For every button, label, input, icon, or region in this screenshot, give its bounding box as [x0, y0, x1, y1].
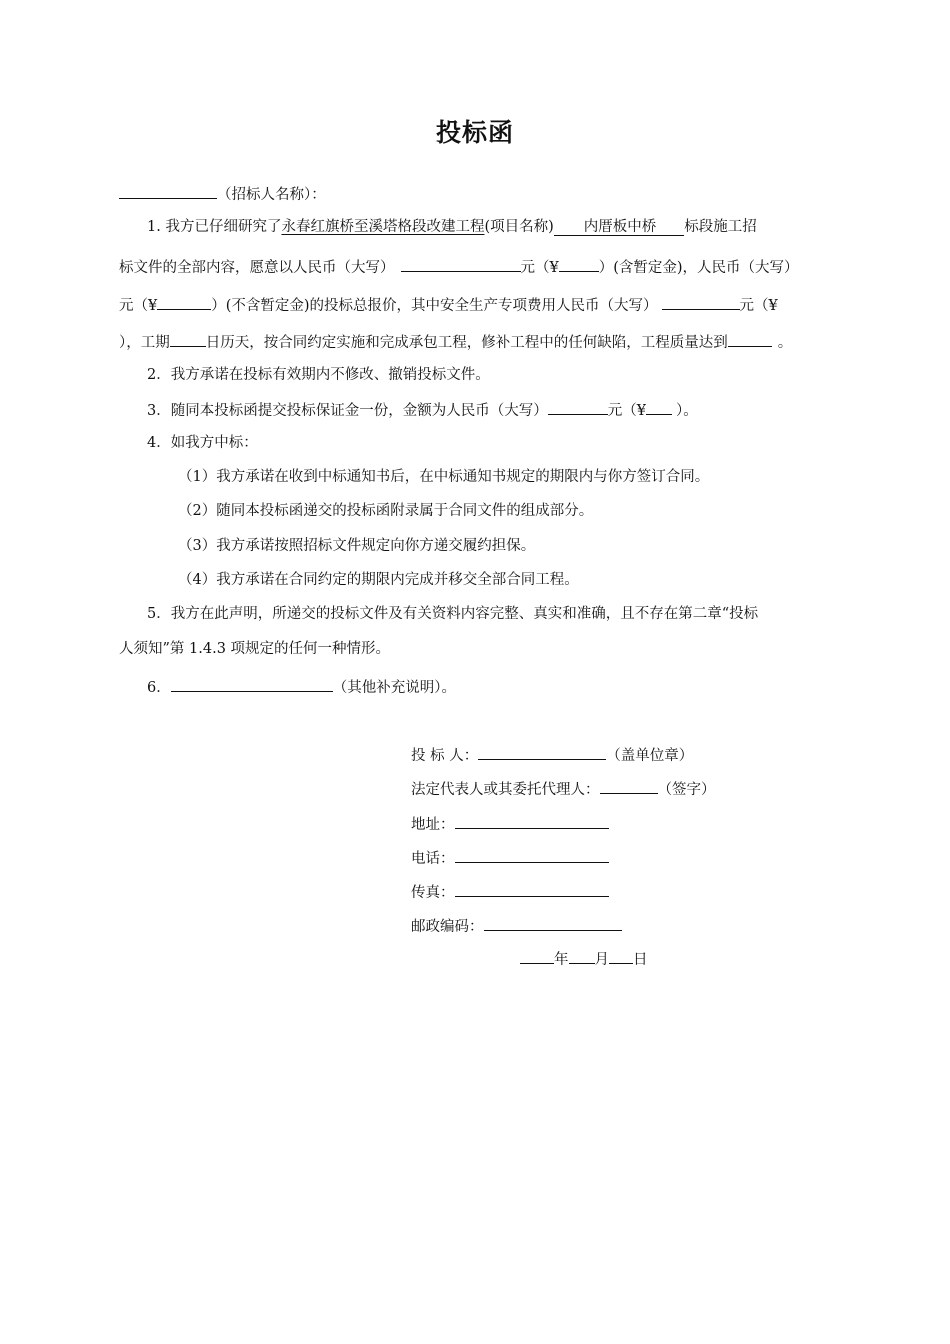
quality-blank[interactable]: [728, 331, 772, 347]
p4-item: （2）随同本投标函递交的投标函附录属于合同文件的组成部分。: [178, 503, 594, 519]
addressee-line: [119, 183, 326, 205]
p1-prefix: 1. 我方已仔细研究了: [147, 219, 282, 235]
p1-line1-end: 标段施工招: [684, 219, 757, 235]
date-line: [520, 948, 648, 970]
p1-line2-yuan: 元（¥: [520, 260, 559, 276]
p1-line4-end: 。: [777, 335, 793, 351]
p3: [147, 399, 698, 421]
bid-bond-words-blank[interactable]: [548, 399, 608, 415]
p5-line1: 5．我方在此声明，所递交的投标文件及有关资料内容完整、真实和准确，且不存在第二章“投标: [147, 606, 759, 622]
p3-yuan: 元（¥: [607, 403, 646, 419]
p4: 4．如我方中标：: [147, 435, 258, 451]
day-blank[interactable]: [609, 948, 633, 964]
total-price-words-blank[interactable]: [401, 256, 521, 272]
bidder-label: 投 标 人：: [411, 748, 479, 764]
fax-line: [411, 881, 609, 903]
bidder-blank[interactable]: [478, 744, 606, 760]
p6: [147, 676, 456, 698]
address-blank[interactable]: [455, 813, 609, 829]
p1-line3: [119, 294, 778, 316]
postcode-line: [411, 915, 622, 937]
tenderer-name-blank[interactable]: [119, 183, 217, 199]
postcode-blank[interactable]: [484, 915, 622, 931]
fax-label: 传真：: [411, 885, 455, 901]
total-price-num-blank[interactable]: [559, 256, 599, 272]
p1-line2: [119, 256, 799, 278]
p6-text: （其他补充说明）。: [332, 680, 456, 696]
bidder-line: [411, 744, 693, 766]
safety-fee-words-blank[interactable]: [662, 294, 740, 310]
bidder-suffix: （盖单位章）: [606, 748, 694, 764]
p1-line4-text: 日历天，按合同约定实施和完成承包工程，修补工程中的任何缺陷，工程质量达到: [205, 335, 728, 351]
p4-item: （4）我方承诺在合同约定的期限内完成并移交全部合同工程。: [178, 572, 579, 588]
section-name: 内厝板中桥: [554, 219, 685, 236]
phone-line: [411, 847, 609, 869]
price-excl-blank[interactable]: [157, 294, 211, 310]
year-label: 年: [554, 952, 569, 968]
postcode-label: 邮政编码：: [411, 919, 484, 935]
day-label: 日: [633, 952, 648, 968]
fax-blank[interactable]: [455, 881, 609, 897]
other-remarks-blank[interactable]: [171, 676, 333, 692]
representative-blank[interactable]: [600, 778, 658, 794]
p3-text: 3．随同本投标函提交投标保证金一份，金额为人民币（大写）: [147, 403, 548, 419]
project-name-label: (项目名称): [484, 219, 554, 235]
p1-line2-end: ）(含暂定金)，人民币（大写）: [598, 260, 799, 276]
duration-blank[interactable]: [170, 331, 206, 347]
p1-line3-text: ）(不含暂定金)的投标总报价，其中安全生产专项费用人民币（大写）: [211, 298, 658, 314]
p3-end: ）。: [675, 403, 698, 419]
month-label: 月: [594, 952, 609, 968]
bid-bond-num-blank[interactable]: [646, 399, 672, 415]
representative-line: [411, 778, 716, 800]
p1-line1: [147, 217, 757, 237]
month-blank[interactable]: [569, 948, 595, 964]
p1-line4-start: ），工期: [119, 335, 170, 351]
address-label: 地址：: [411, 817, 455, 833]
p1-line3-end: 元（¥: [739, 298, 778, 314]
phone-label: 电话：: [411, 851, 455, 867]
p1-line2-text: 标文件的全部内容，愿意以人民币（大写）: [119, 260, 395, 276]
p4-item: （3）我方承诺按照招标文件规定向你方递交履约担保。: [178, 538, 536, 554]
representative-suffix: （签字）: [657, 782, 716, 798]
p2: 2．我方承诺在投标有效期内不修改、撤销投标文件。: [147, 367, 490, 383]
p4-item: （1）我方承诺在收到中标通知书后，在中标通知书规定的期限内与你方签订合同。: [178, 469, 710, 485]
page-title: 投标函: [435, 118, 514, 147]
address-line: [411, 813, 609, 835]
phone-blank[interactable]: [455, 847, 609, 863]
year-blank[interactable]: [520, 948, 554, 964]
p1-line4: [119, 331, 792, 353]
p5-line2: 人须知”第 1.4.3 项规定的任何一种情形。: [119, 641, 391, 657]
p6-number: 6．: [147, 680, 171, 696]
p1-line3-yuan: 元（¥: [119, 298, 158, 314]
representative-label: 法定代表人或其委托代理人：: [411, 782, 600, 798]
addressee-suffix: （招标人名称）：: [217, 187, 326, 203]
project-name: 永春红旗桥至溪塔格段改建工程: [281, 219, 485, 235]
